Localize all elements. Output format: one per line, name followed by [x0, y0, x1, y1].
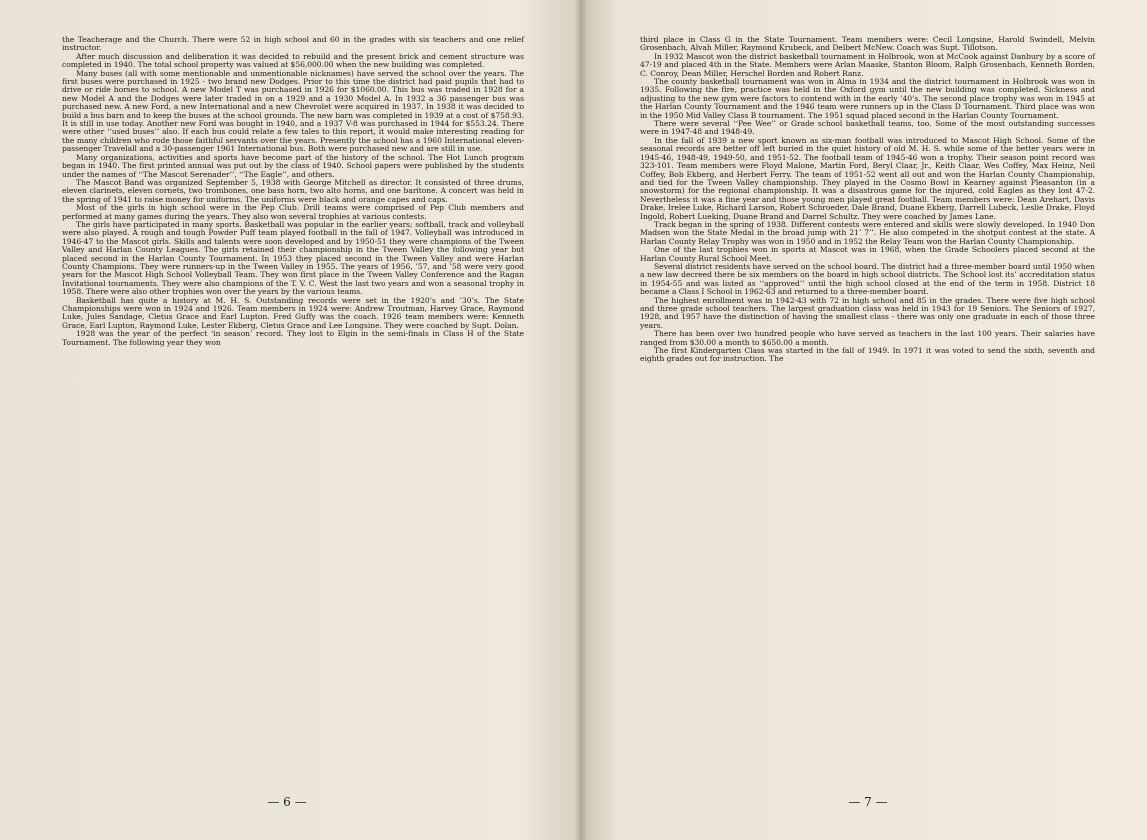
left-paragraph: 1928 was the year of the perfect ‘in season’ record. They lost to Elgin in the semi-finals in Class H of the State Tournament. The following year they won [62, 329, 524, 347]
right-paragraph: There has been over two hundred people who have served as teachers in the last 100 years. Their salaries have ranged from $30.00 a month to $650.00 a month. [640, 329, 1095, 347]
left-paragraph: Many organizations, activities and sports have become part of the history of the school. The Hot Lunch program began in 1940. The first printed annual was put out by the class of 1940. School papers were published by the students under the names of ‘‘The Mascot Serenader’’, ‘‘The Eagle’’, and others. [62, 152, 524, 179]
left-paragraph: The girls have participated in many sports. Basketball was popular in the earlier years; softball, track and volleyball were also played. A rough and tough Powder Puff team played football in the fall of 1947. Volleyball was introduced in 1946-47 to the Mascot girls. Skills and talents were soon developed and by 1950-51 they were champions of the Tween Valley and Harlan County Leagues. The girls retained their championship in the Tween Valley the following year but placed second in the Harlan County Tournament. In 1953 they placed second in the Tween Valley and were Harlan County Champions. They were runners-up in the Tween Valley in 1955. The years of 1956, ’57, and ’58 were very good years for the Mascot High School Volleyball Team. They won first place in the Tween Valley Conference and the Ragan Invitational tournaments. They were also champions of the T. V. C. West the last two years and won a seasonal trophy in 1958. There were also other trophies won over the years by the various teams. [62, 219, 524, 297]
right-paragraph: The first Kindergarten Class was started in the fall of 1949. In 1971 it was voted to send the sixth, seventh and eighth grades out for instruction. The [640, 346, 1095, 364]
left-page-number: — 6 — [267, 795, 307, 809]
right-paragraph: Track began in the spring of 1938. Different contests were entered and skills were slowly developed. In 1940 Don Madsen won the State Medal in the broad jump with 21’ 7’’. He also competed in the shotput contest at the state. A Harlan County Relay Trophy was won in 1950 and in 1952 the Relay Team won the Harlan County Championship. [640, 219, 1095, 246]
left-paragraph: The Mascot Band was organized September 5, 1938 with George Mitchell as director. It consisted of three drums, eleven clarinets, eleven cornets, two trombones, one bass horn, two alto horns, and one baritone. A concert was held in the spring of 1941 to raise money for uniforms. The uniforms were black and orange capes and caps. [62, 177, 524, 204]
left-paragraph: Many buses (all with some mentionable and unmentionable nicknames) have served the school over the years. The first buses were purchased in 1925 - two brand new Dodges. Prior to this time the district had paid pupils that had to drive or ride horses to school. A new Model T was purchased in 1926 for $1060.00. This bus was traded in 1928 for a new Model A and the Dodges were later traded in on a 1929 and a 1930 Model A. In 1932 a 36 passenger bus was purchased new. A new Ford, a new International and a new Chevrolet were acquired in 1937. In 1938 it was decided to build a bus barn and to keep the buses at the school grounds. The new barn was completed in 1939 at a cost of $758.93. It is still in use today. Another new Ford was bought in 1940, and a 1937 V-8 was purchased in 1944 for $553.24. There were other ‘‘used buses’’ also. If each bus could relate a few tales to this report, it would make interesting reading for the many children who rode those faithful servants over the years. Presently the school has a 1960 International eleven-passenger Travelall and a 30-passenger 1961 International bus. Both were purchased new and are still in use. [62, 68, 524, 154]
right-paragraph: There were several ‘‘Pee Wee’’ or Grade school basketball teams, too. Some of the most outstanding successes were in 1947-48 and 1948-49. [640, 119, 1095, 137]
right-paragraph: One of the last trophies won in sports at Mascot was in 1968, when the Grade Schoolers placed second at the Harlan County Rural School Meet. [640, 245, 1095, 263]
right-paragraph: third place in Class G in the State Tournament. Team members were: Cecil Longsine, Harold Swindell, Melvin Grosenbach, Alvah Miller, Raymond Krubeck, and Delbert McNew. Coach was Supt. Tillotson. [640, 35, 1095, 53]
right-paragraph: In 1932 Mascot won the district basketball tournament in Holbrook, won at McCook against Danbury by a score of 47-19 and placed 4th in the State. Members were Arlan Maaske, Stanton Bloom, Ralph Grosenbach, Kenneth Borden, C. Conroy, Dean Miller, Herschel Borden and Robert Ranz. [640, 51, 1095, 78]
right-page-number: — 7 — [848, 795, 888, 809]
book-gutter [575, 0, 587, 840]
right-page [640, 36, 1095, 826]
left-paragraph: After much discussion and deliberation it was decided to rebuild and the present brick and cement structure was completed in 1940. The total school property was valued at $56,000.00 when the new building was completed. [62, 51, 524, 70]
left-paragraph: Basketball has quite a history at M. H. S. Outstanding records were set in the 1920’s and ’30’s. The State Championships were won in 1924 and 1926. Team members in 1924 were: Andrew Troutman, Harvey Grace, Raymond Luke, Jules Sandage, Cletus Grace and Earl Lupton. Fred Guffy was the coach. 1926 team members were: Kenneth Grace, Earl Lupton, Raymond Luke, Lester Ekberg, Cletus Grace and Lee Longsine. They were coached by Supt. Dolan. [62, 295, 524, 330]
left-paragraph: the Teacherage and the Church. There were 52 in high school and 60 in the grades with six teachers and one relief instructor. [62, 35, 524, 53]
right-paragraph: Several district residents have served on the school board. The district had a three-member board until 1950 when a new law decreed there be six members on the board in high school districts. The School lost its’ accreditation status in 1954-55 and was listed as ‘‘approved’’ until the high school closed at the end of the term in 1958. District 18 became a Class I School in 1962-63 and returned to a three-member board. [640, 261, 1095, 297]
left-page [62, 36, 524, 826]
left-paragraph: Most of the girls in high school were in the Pep Club. Drill teams were comprised of Pep Club members and performed at many games during the years. They also won several trophies at various contests. [62, 203, 524, 221]
right-paragraph: In the fall of 1939 a new sport known as six-man football was introduced to Mascot High School. Some of the seasonal records are better off left buried in the quiet history of old M. H. S. while some of the better years were in 1945-46, 1948-49, 1949-50, and 1951-52. The football team of 1945-46 won a trophy. Their season point record was 323-101. Team members were Floyd Malone, Martin Ford, Beryl Claar, Jr., Keith Claar, Wes Coffey, Max Heinz, Neil Coffey, Bob Ekberg, and Herbert Ferry. The team of 1951-52 went all out and won the Harlan County Championship, and tied for the Tween Valley championship. They played in the Cosmo Bowl in Kearney against Pleasanton (in a snowstorm) for the regional championship. It was a disastrous game for the injured, cold Eagles as they lost 47-2. Nevertheless it was a fine year and those young men played great football. Team members were: Dean Arehart, Davis Drake, Irelee Luke, Richard Larson, Robert Schroeder, Dale Brand, Duane Ekberg, Darrell Lubeck, Leslie Drake, Floyd Ingold, Robert Lueking, Duane Brand and Darrel Schultz. They were coached by James Lane. [640, 135, 1095, 221]
right-paragraph: The highest enrollment was in 1942-43 with 72 in high school and 85 in the grades. There were five high school and three grade school teachers. The largest graduation class was held in 1943 for 19 Seniors. The Seniors of 1927, 1928, and 1957 have the distinction of having the smallest class - there was only one graduate in each of those three years. [640, 295, 1095, 330]
right-paragraph: The county basketball tournament was won in Alma in 1934 and the district tournament in Holbrook was won in 1935. Following the fire, practice was held in the Oxford gym until the new building was completed. Sickness and adjusting to the new gym were factors to contend with in the early ’40’s. The second place trophy was won in 1945 at the Harlan County Tournament and the 1946 team were runners up in the Class D Tournament. Third place was won in the 1950 Mid Valley Class B tournament. The 1951 squad placed second in the Harlan County Tournament. [640, 77, 1095, 120]
